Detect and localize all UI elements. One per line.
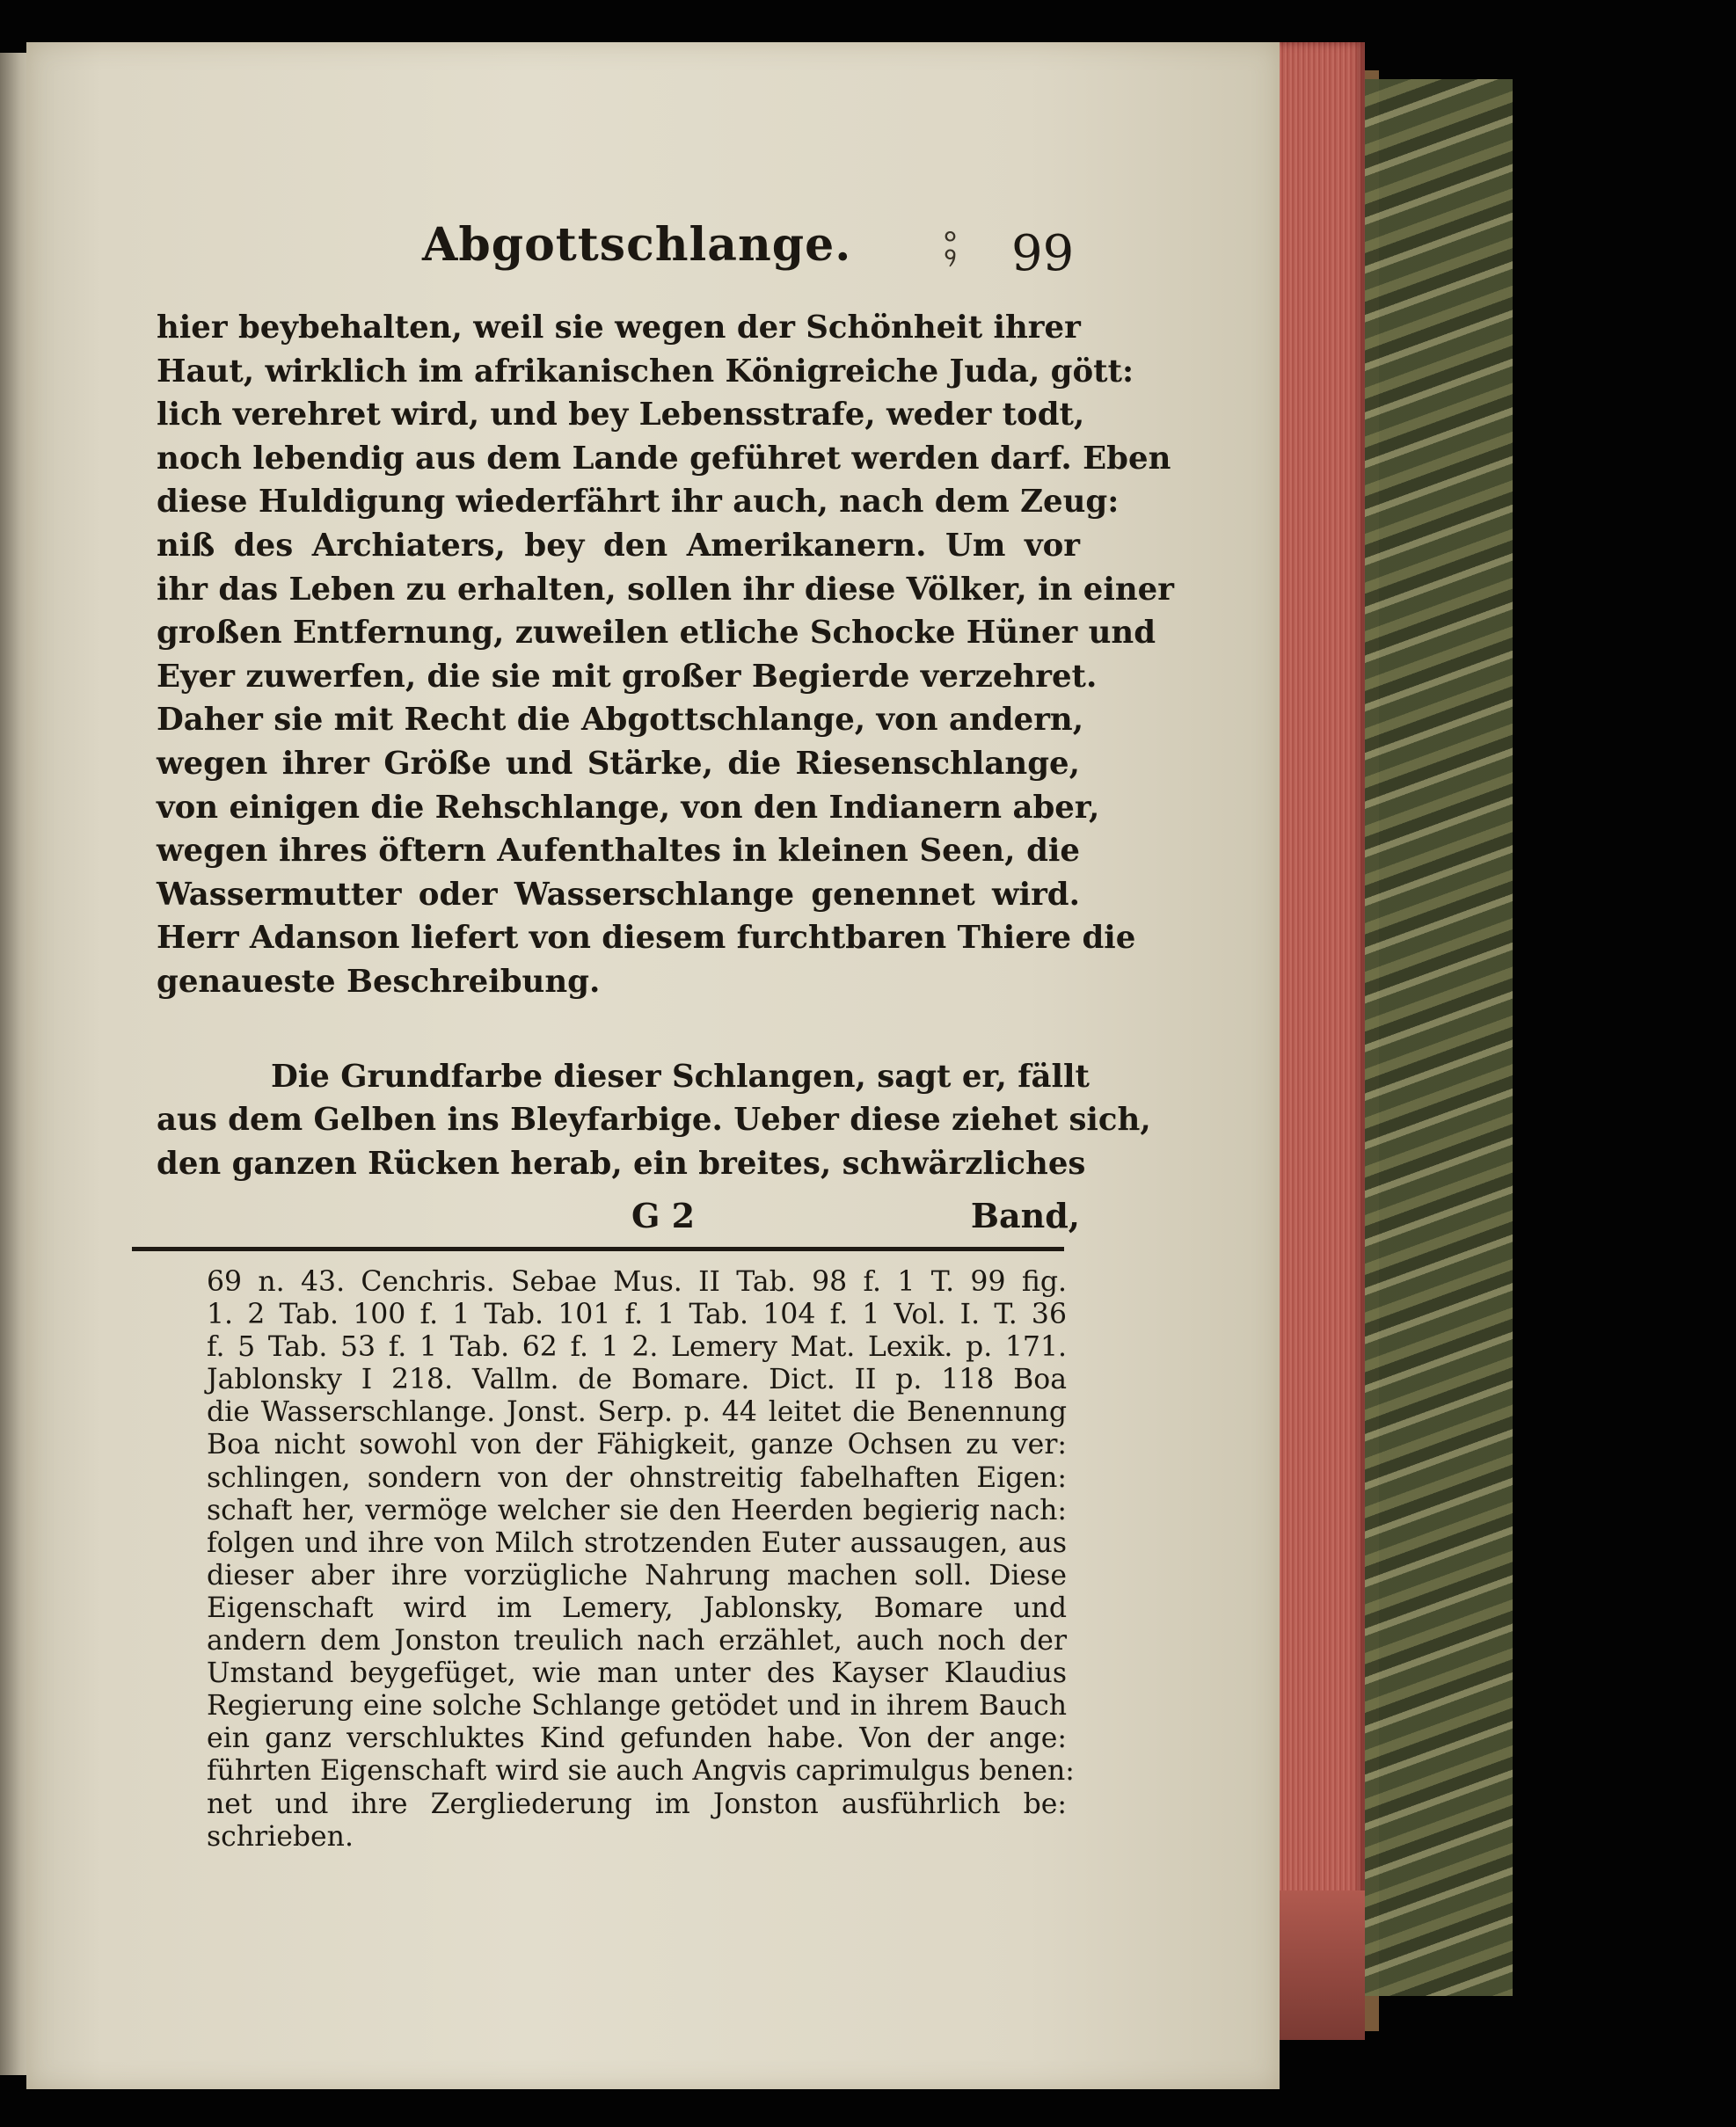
footnote-line: dieser aber ihre vorzügliche Nahrung machen soll. Diese	[207, 1559, 1067, 1592]
footnote-line: die Wasserschlange. Jonst. Serp. p. 44 leitet die Benennung	[207, 1396, 1067, 1429]
text-line: hier beybehalten, weil sie wegen der Schönheit ihrer	[157, 310, 1081, 346]
signature-mark: G 2	[631, 1196, 696, 1235]
text-line: genaueste Beschreibung.	[157, 963, 601, 1000]
footnote-line: f. 5 Tab. 53 f. 1 Tab. 62 f. 1 2. Lemery Mat. Lexik. p. 171.	[207, 1331, 1067, 1364]
pencil-mark-icon: ⨟	[941, 202, 959, 274]
text-line: wegen ihrer Größe und Stärke, die Riesenschlange,	[157, 745, 1080, 782]
text-line: Herr Adanson liefert von diesem furchtbaren Thiere die	[157, 920, 1136, 957]
footnote-rule	[132, 1247, 1064, 1251]
book-cover	[1365, 79, 1513, 1996]
footnote-line: schaft her, vermöge welcher sie den Heerden begierig nach:	[207, 1494, 1067, 1526]
paragraph-gap	[157, 1004, 1080, 1055]
footnote-line: 1. 2 Tab. 100 f. 1 Tab. 101 f. 1 Tab. 104 f. 1 Vol. I. T. 36	[207, 1299, 1067, 1331]
text-line: lich verehret wird, und bey Lebensstrafe, weder todt,	[157, 397, 1085, 433]
footnote-line: andern dem Jonston treulich nach erzählet, auch noch der	[207, 1625, 1067, 1657]
main-text	[157, 306, 1174, 1185]
text-line: aus dem Gelben ins Bleyfarbige. Ueber diese ziehet sich,	[157, 1102, 1151, 1139]
footnote-line: schrieben.	[207, 1820, 354, 1853]
footnote-line: führten Eigenschaft wird sie auch Angvis caprimulgus benen:	[207, 1755, 1075, 1788]
text-line: niß des Archiaters, bey den Amerikanern. Um vor	[157, 527, 1080, 564]
footnote	[207, 1266, 1075, 1854]
footnote-line: Umstand beygefüget, wie man unter des Kayser Klaudius	[207, 1657, 1067, 1690]
text-line: Eyer zuwerfen, die sie mit großer Begierde verzehret.	[157, 658, 1098, 695]
footnote-line: schlingen, sondern von der ohnstreitig fabelhaften Eigen:	[207, 1461, 1067, 1494]
footnote-line: Eigenschaft wird im Lemery, Jablonsky, Bomare und	[207, 1592, 1067, 1624]
text-line: diese Huldigung wiederfährt ihr auch, nach dem Zeug:	[157, 484, 1120, 521]
text-line: noch lebendig aus dem Lande geführet werden darf. Eben	[157, 440, 1171, 477]
text-line: großen Entfernung, zuweilen etliche Schocke Hüner und	[157, 615, 1156, 652]
footnote-line: Jablonsky I 218. Vallm. de Bomare. Dict. II p. 118 Boa	[207, 1364, 1067, 1396]
footnote-line: ein ganz verschluktes Kind gefunden habe. Von der ange:	[207, 1723, 1067, 1755]
text-line: Die Grundfarbe dieser Schlangen, sagt er, fällt	[271, 1058, 1090, 1095]
text-line: von einigen die Rehschlange, von den Indianern aber,	[157, 789, 1100, 826]
text-line: Haut, wirklich im afrikanischen Königreiche Juda, gött:	[157, 353, 1134, 390]
catchword: Band,	[970, 1196, 1080, 1235]
text-line: ihr das Leben zu erhalten, sollen ihr diese Völker, in einer	[157, 571, 1174, 608]
footnote-line: folgen und ihre von Milch strotzenden Euter aussaugen, aus	[207, 1526, 1067, 1559]
footnote-line: Regierung eine solche Schlange getödet und in ihrem Bauch	[207, 1690, 1067, 1723]
book-page	[26, 42, 1280, 2089]
footnote-line: Boa nicht sowohl von der Fähigkeit, ganze Ochsen zu ver:	[207, 1429, 1067, 1461]
text-line: Wassermutter oder Wasserschlange genennet wird.	[157, 876, 1080, 913]
text-line: den ganzen Rücken herab, ein breites, schwärzliches	[157, 1145, 1086, 1182]
footnote-line: net und ihre Zergliederung im Jonston ausführlich be:	[207, 1788, 1067, 1820]
page-header	[26, 202, 1280, 297]
page-number: 99	[1011, 225, 1075, 282]
text-line: wegen ihres öftern Aufenthaltes in kleinen Seen, die	[157, 833, 1080, 870]
text-line: Daher sie mit Recht die Abgottschlange, von andern,	[157, 702, 1084, 739]
footnote-line: 69 n. 43. Cenchris. Sebae Mus. II Tab. 98 f. 1 T. 99 fig.	[207, 1266, 1067, 1298]
running-title: Abgottschlange.	[422, 218, 852, 272]
